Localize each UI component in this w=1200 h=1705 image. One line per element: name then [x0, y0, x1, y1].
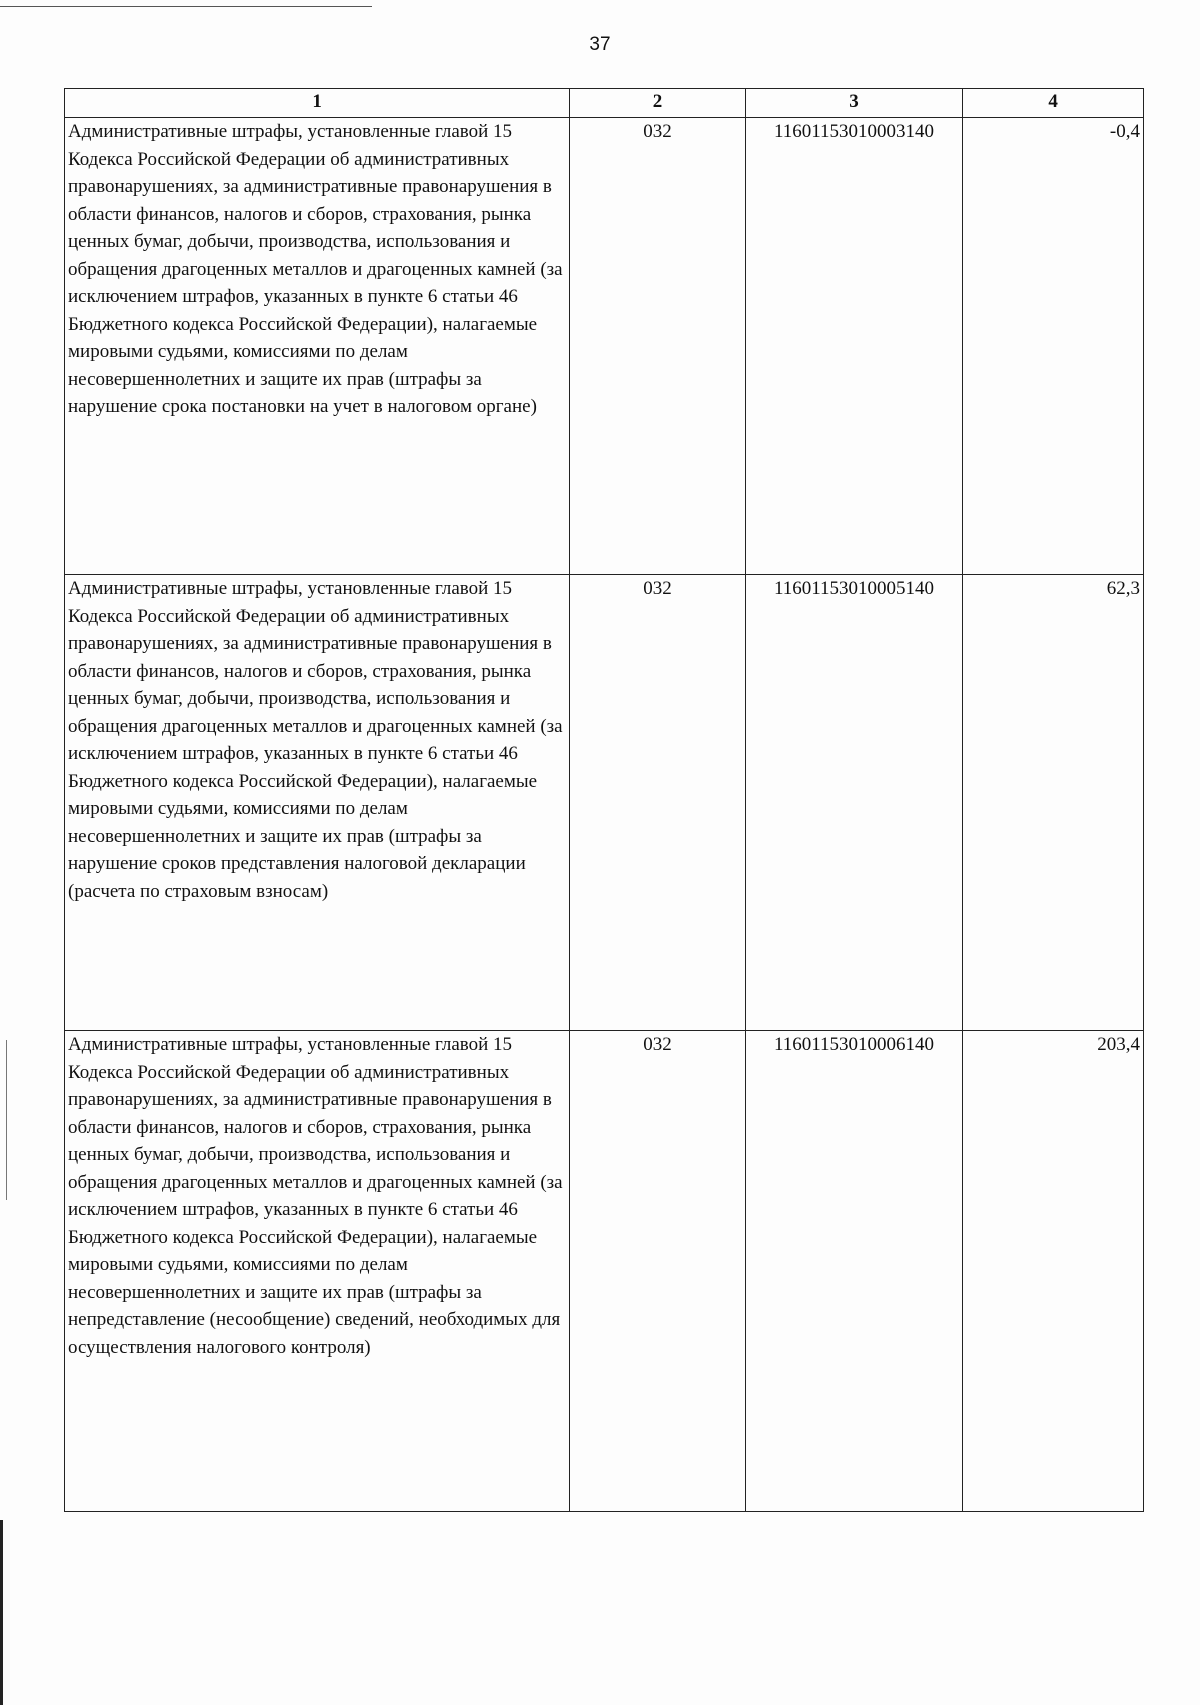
row-amount: -0,4	[963, 118, 1144, 575]
row-description: Административные штрафы, установленные главой 15 Кодекса Российской Федерации об административных правонарушениях, за административные правонарушения в области финансов, налогов и сборов, страхования, рынка ценных бумаг, добычи, производства, использования и обращения драгоценных металлов и драгоценных камней (за исключением штрафов, указанных в пункте 6 статьи 46 Бюджетного кодекса Российской Федерации), налагаемые мировыми судьями, комиссиями по делам несовершеннолетних и защите их прав (штрафы за нарушение срока постановки на учет в налоговом органе)	[65, 118, 570, 575]
table-header-row	[65, 89, 1144, 118]
row-administrator-code: 032	[570, 575, 746, 1031]
row-amount: 62,3	[963, 575, 1144, 1031]
table-row	[65, 1031, 1144, 1512]
scan-edge-mark	[0, 1520, 3, 1705]
row-amount: 203,4	[963, 1031, 1144, 1512]
row-budget-classification-code: 11601153010005140	[745, 575, 962, 1031]
table-row	[65, 118, 1144, 575]
row-administrator-code: 032	[570, 118, 746, 575]
column-header-1: 1	[65, 89, 570, 118]
row-description: Административные штрафы, установленные главой 15 Кодекса Российской Федерации об административных правонарушениях, за административные правонарушения в области финансов, налогов и сборов, страхования, рынка ценных бумаг, добычи, производства, использования и обращения драгоценных металлов и драгоценных камней (за исключением штрафов, указанных в пункте 6 статьи 46 Бюджетного кодекса Российской Федерации), налагаемые мировыми судьями, комиссиями по делам несовершеннолетних и защите их прав (штрафы за непредставление (несообщение) сведений, необходимых для осуществления налогового контроля)	[65, 1031, 570, 1512]
scan-edge-mark-thin	[6, 1040, 7, 1200]
column-header-4: 4	[963, 89, 1144, 118]
column-header-3: 3	[745, 89, 962, 118]
row-budget-classification-code: 11601153010003140	[745, 118, 962, 575]
table-row	[65, 575, 1144, 1031]
row-administrator-code: 032	[570, 1031, 746, 1512]
scan-top-rule	[0, 6, 372, 7]
page-number: 37	[589, 34, 611, 55]
budget-revenue-table	[64, 88, 1144, 1512]
row-budget-classification-code: 11601153010006140	[745, 1031, 962, 1512]
column-header-2: 2	[570, 89, 746, 118]
row-description: Административные штрафы, установленные главой 15 Кодекса Российской Федерации об административных правонарушениях, за административные правонарушения в области финансов, налогов и сборов, страхования, рынка ценных бумаг, добычи, производства, использования и обращения драгоценных металлов и драгоценных камней (за исключением штрафов, указанных в пункте 6 статьи 46 Бюджетного кодекса Российской Федерации), налагаемые мировыми судьями, комиссиями по делам несовершеннолетних и защите их прав (штрафы за нарушение сроков представления налоговой декларации (расчета по страховым взносам)	[65, 575, 570, 1031]
